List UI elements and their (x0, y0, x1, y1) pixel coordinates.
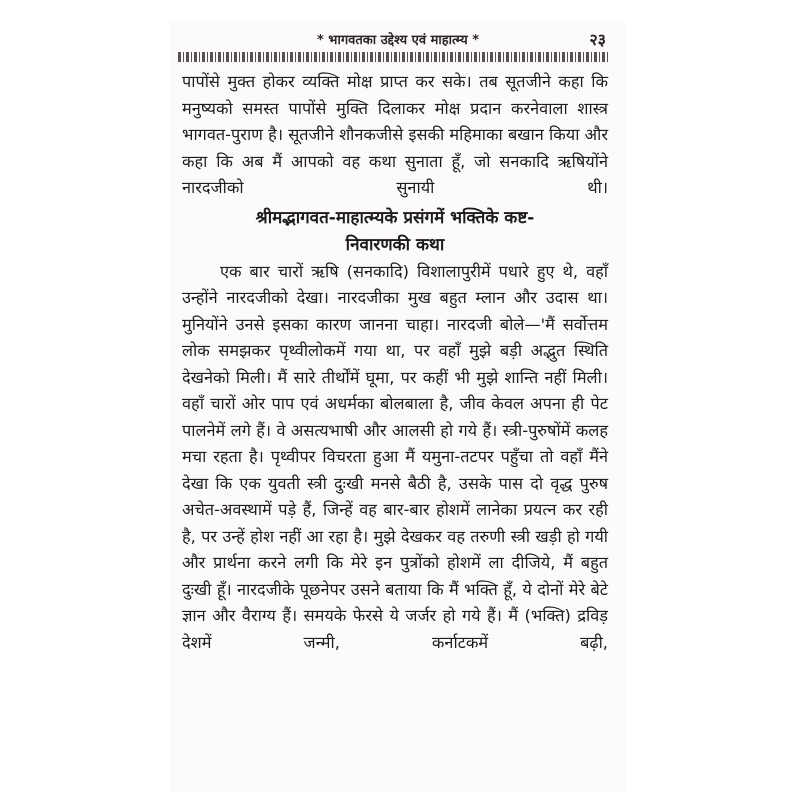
ornamental-border (178, 52, 608, 62)
page-number: २३ (589, 30, 606, 49)
paragraph-story: एक बार चारों ऋषि (सनकादि) विशालापुरीमें पधारे हुए थे, वहाँ उन्होंने नारदजीको देखा। नारदजीका मुख बहुत म्लान और उदास था। मुनियोंने उनसे इसका कारण जानना चाहा। नारदजी बोले—'मैं सर्वोत्तम लोक समझकर पृथ्वीलोकमें गया था, पर वहाँ मुझे बड़ी अद्भुत स्थिति देखनेको मिली। मैं सारे तीर्थोंमें घूमा, पर कहीं भी मुझे शान्ति नहीं मिली। वहाँ चारों ओर पाप एवं अधर्मका बोलबाला है, जीव केवल अपना ही पेट पालनेमें लगे हैं। वे असत्यभाषी और आलसी हो गये हैं। स्त्री-पुरुषोंमें कलह मचा रहता है। पृथ्वीपर विचरता हुआ मैं यमुना-तटपर पहुँचा तो वहाँ मैंने देखा कि एक युवती स्त्री दुःखी मनसे बैठी है, उसके पास दो वृद्ध पुरुष अचेत-अवस्थामें पड़े हैं, जिन्हें वह बार-बार होशमें लानेका प्रयत्न कर रही है, पर उन्हें होश नहीं आ रहा है। मुझे देखकर वह तरुणी स्त्री खड़ी हो गयी और प्रार्थना करने लगी कि मेरे इन पुत्रोंको होशमें ला दीजिये, मैं बहुत दुःखी हूँ। नारदजीके पूछनेपर उसने बताया कि मैं भक्ति हूँ, ये दोनों मेरे बेटे ज्ञान और वैराग्य हैं। समयके फेरसे ये जर्जर हो गये हैं। मैं (भक्ति) द्रविड़ देशमें जन्मी, कर्नाटकमें बढ़ी, (182, 261, 608, 652)
page-header (170, 30, 626, 52)
heading-line-1: श्रीमद्भागवत-माहात्म्यके प्रसंगमें भक्तिके कष्ट- (255, 207, 535, 228)
body-text (182, 69, 608, 656)
section-heading (182, 205, 608, 259)
book-page (170, 22, 626, 792)
paragraph-intro: पापोंसे मुक्त होकर व्यक्ति मोक्ष प्राप्त कर सके। तब सूतजीने कहा कि मनुष्यको समस्त पापोंसे मुक्ति दिलाकर मोक्ष प्रदान करनेवाला शास्त्र भागवत-पुराण है। सूतजीने शौनकजीसे इसकी महिमाका बखान किया और कहा कि अब मैं आपको वह कथा सुनाता हूँ, जो सनकादि ऋषियोंने नारदजीको सुनायी थी। (182, 72, 608, 197)
running-title: * भागवतका उद्देश्य एवं माहात्म्य * (316, 33, 480, 48)
heading-line-2: निवारणकी कथा (345, 234, 445, 255)
